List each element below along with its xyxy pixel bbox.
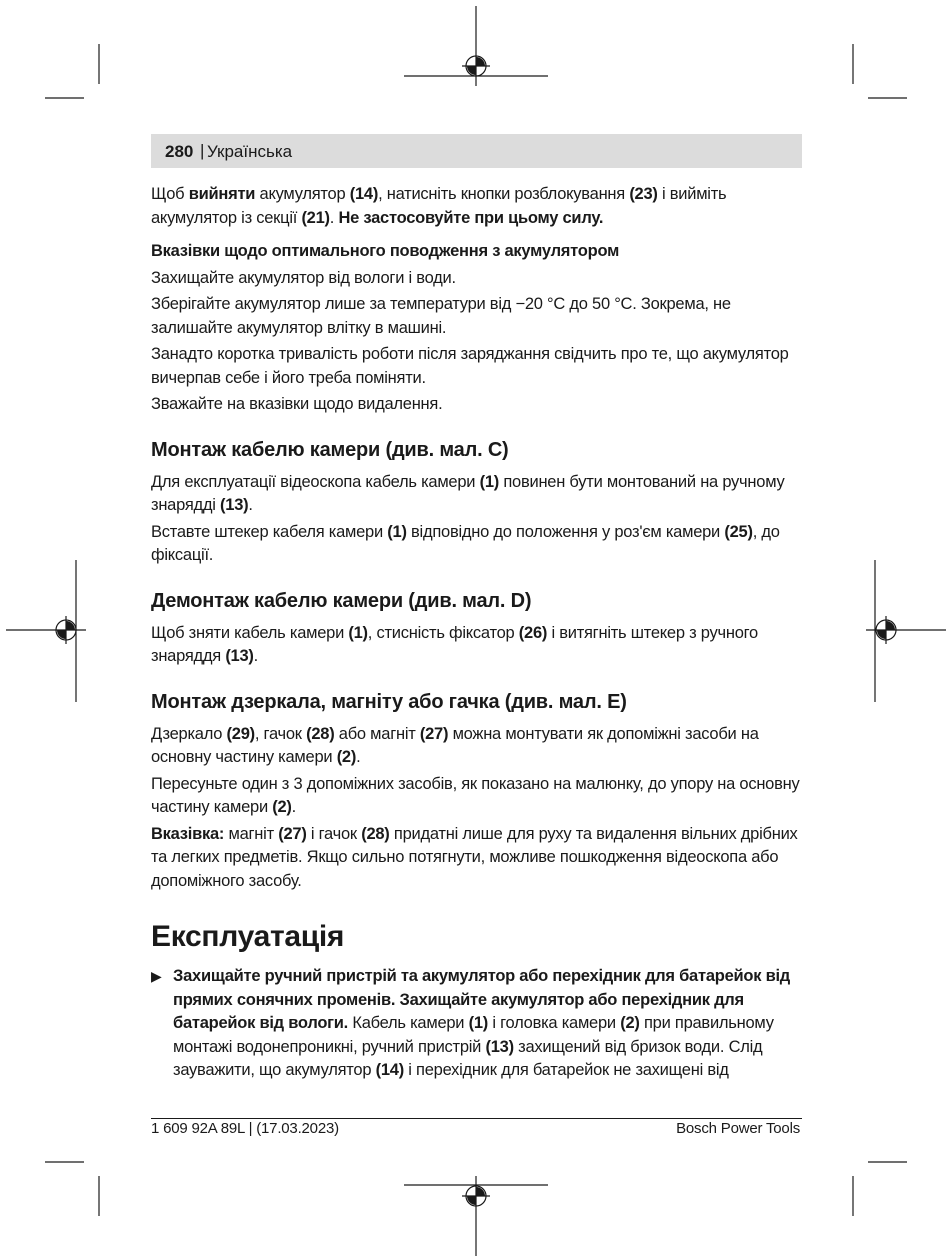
page-number: 280 (165, 142, 194, 161)
battery-tip-runtime: Занадто коротка тривалість роботи після заряджання свідчить про те, що акумулятор вичерпав себе і його треба поміняти. (151, 345, 789, 387)
footer-doc-id: 1 609 92A 89L | (17.03.2023) (151, 1120, 339, 1137)
section-c-heading: Монтаж кабелю камери (див. мал. C) (151, 438, 509, 461)
bullet-triangle-icon: ▶ (151, 968, 162, 984)
remove-battery-paragraph: Щоб вийняти акумулятор (14), натисніть кнопки розблокування (23) і вийміть акумулятор із секції (21). Не застосовуйте при цьому силу. (151, 185, 727, 227)
section-e-heading: Монтаж дзеркала, магніту або гачка (див. мал. E) (151, 690, 627, 713)
section-d-heading: Демонтаж кабелю камери (див. мал. D) (151, 589, 532, 612)
footer-divider (151, 1118, 802, 1119)
section-c-paragraph-2: Вставте штекер кабеля камери (1) відповідно до положення у роз'єм камери (25), до фіксації. (151, 522, 780, 564)
page-content (151, 183, 806, 1086)
header-separator: | (200, 141, 205, 160)
battery-tip-moisture: Захищайте акумулятор від вологи і води. (151, 268, 456, 287)
page-header (151, 134, 802, 168)
section-c-paragraph-1: Для експлуатації відеоскопа кабель камери (1) повинен бути монтований на ручному знаряддi (13). (151, 472, 785, 514)
footer-brand: Bosch Power Tools (676, 1120, 800, 1137)
section-d-paragraph-1: Щоб зняти кабель камери (1), стисність фіксатор (26) і витягніть штекер з ручного знаряддя (13). (151, 623, 758, 665)
section-e-paragraph-2: Пересуньте один з 3 допоміжних засобів, як показано на малюнку, до упору на основну частину камери (2). (151, 774, 800, 816)
battery-tip-temperature: Зберігайте акумулятор лише за температури від −20 °C до 50 °C. Зокрема, не залишайте акумулятор влітку в машині. (151, 295, 731, 337)
section-e-note: Вказівка: магніт (27) і гачок (28) придатні лише для руху та видалення вільних дрібних та легких предметів. Якщо сильно потягнути, можливе пошкодження відеоскопа або допоміжного засобу. (151, 824, 798, 890)
header-language: Українська (207, 142, 293, 161)
battery-tip-disposal: Зважайте на вказівки щодо видалення. (151, 395, 443, 413)
section-e-paragraph-1: Дзеркало (29), гачок (28) або магніт (27) можна монтувати як допоміжні засоби на основну частину камери (2). (151, 724, 759, 766)
operation-heading: Експлуатація (151, 920, 345, 953)
battery-tips-subheading: Вказівки щодо оптимального поводження з акумулятором (151, 242, 620, 260)
operation-warning: ▶ Захищайте ручний пристрій та акумулятор або перехідник для батарейок від прямих сонячних променів. Захищайте акумулятор або перехідник для батарейок від вологи. Кабель камери (1) і головка камери (2) при правильному монтажі водонепроникні, ручний пристрій (13) захищений від бризок води. Слід зауважити, що акумулятор (14) і перехідник для батарейок не захищені від (151, 967, 791, 1079)
